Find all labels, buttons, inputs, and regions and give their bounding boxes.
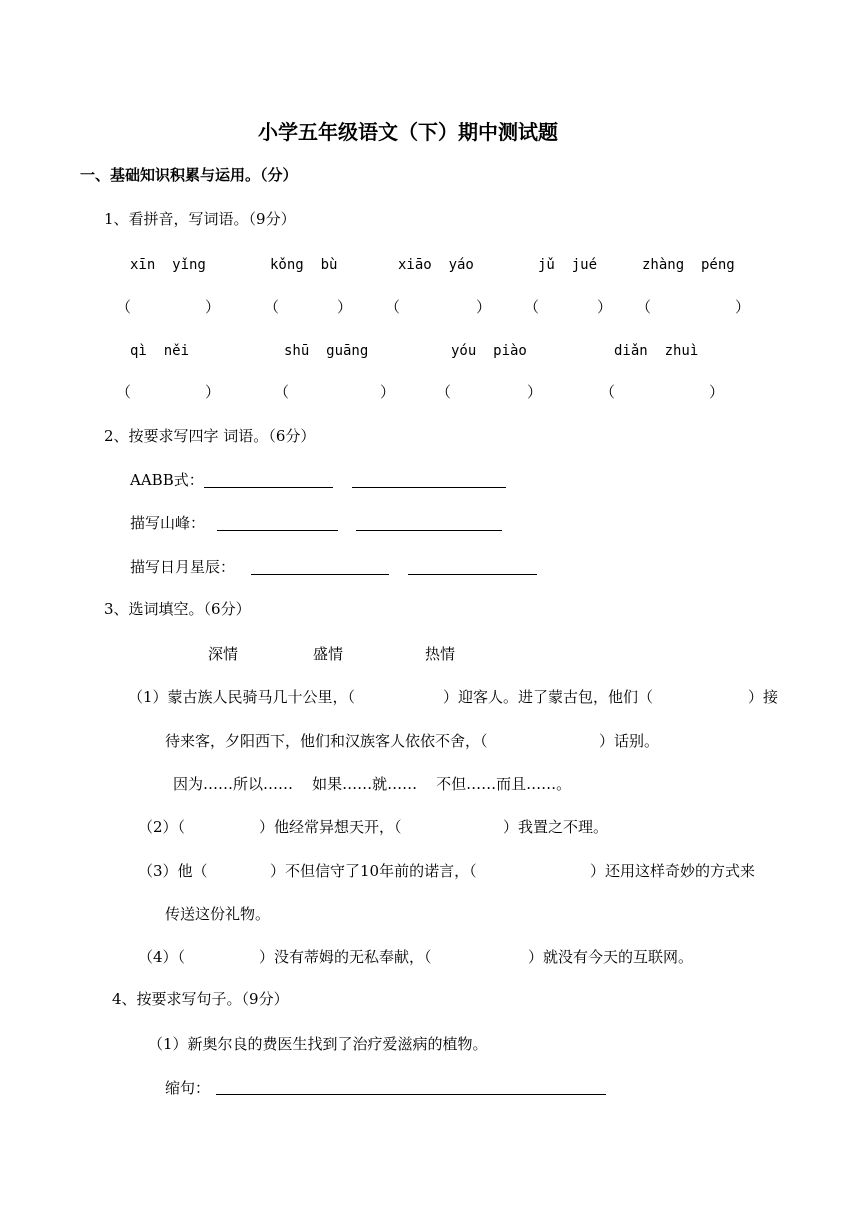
answer-blank[interactable] <box>352 487 506 488</box>
question-3-heading: 3、选词填空。（6分） <box>104 600 251 618</box>
word-choice: 盛情 <box>313 645 344 663</box>
fill-label: 描写日月星辰： <box>130 558 236 576</box>
sentence-text: ）不但信守了10年前的诺言，（ <box>270 862 477 880</box>
sentence-text: ）迎客人。进了蒙古包，他们（ <box>443 688 654 706</box>
sentence-text: ）他经常异想天开，（ <box>259 818 402 836</box>
fill-label: 缩句： <box>165 1079 211 1097</box>
pinyin-item: xiāo yáo <box>398 257 474 273</box>
answer-paren-open: （ <box>385 298 401 316</box>
answer-paren-open: （ <box>116 298 132 316</box>
sentence-text: 传送这份礼物。 <box>165 905 271 923</box>
sentence-text: ）话别。 <box>599 732 660 750</box>
answer-paren-close: ） <box>476 298 492 316</box>
answer-paren-open: （ <box>636 298 652 316</box>
question-2-heading: 2、按要求写四字 词语。（6分） <box>104 427 316 445</box>
sentence-text: ）没有蒂姆的无私奉献，（ <box>259 948 432 966</box>
answer-blank[interactable] <box>251 574 389 575</box>
pinyin-item: yóu piào <box>451 343 527 359</box>
word-choice: 热情 <box>425 645 456 663</box>
sentence-text: （2）（ <box>138 818 186 836</box>
pinyin-item: qì něi <box>130 343 190 359</box>
answer-blank[interactable] <box>356 530 502 531</box>
answer-blank[interactable] <box>217 530 338 531</box>
sentence-text: ）就没有今天的互联网。 <box>528 948 694 966</box>
answer-paren-close: ） <box>527 383 543 401</box>
fill-label: AABB式： <box>130 471 204 489</box>
pinyin-item: diǎn zhuì <box>614 343 699 359</box>
answer-paren-open: （ <box>524 298 540 316</box>
answer-paren-close: ） <box>337 298 353 316</box>
word-choice: 深情 <box>208 645 239 663</box>
page-title: 小学五年级语文（下）期中测试题 <box>258 120 558 144</box>
answer-paren-open: （ <box>116 383 132 401</box>
answer-paren-close: ） <box>205 298 221 316</box>
pinyin-item: xīn yǐng <box>130 257 206 273</box>
pinyin-item: kǒng bù <box>270 257 338 273</box>
question-4-heading: 4、按要求写句子。（9分） <box>112 990 289 1008</box>
answer-paren-close: ） <box>735 298 751 316</box>
sentence-text: （4）（ <box>138 948 186 966</box>
answer-paren-open: （ <box>264 298 280 316</box>
sentence-text: （3）他（ <box>138 862 208 880</box>
sentence-text: ）还用这样奇妙的方式来 <box>590 862 756 880</box>
pinyin-item: shū guāng <box>284 343 369 359</box>
sentence-text: ）接 <box>748 688 779 706</box>
pinyin-item: jǔ jué <box>538 257 598 273</box>
sentence-text: （1）新奥尔良的费医生找到了治疗爱滋病的植物。 <box>148 1035 488 1053</box>
answer-paren-open: （ <box>600 383 616 401</box>
answer-paren-close: ） <box>205 383 221 401</box>
answer-paren-close: ） <box>597 298 613 316</box>
conjunction-choices: 因为……所以…… 如果……就…… 不但……而且……。 <box>173 775 572 793</box>
sentence-text: ）我置之不理。 <box>503 818 609 836</box>
sentence-text: （1）蒙古族人民骑马几十公里，（ <box>128 688 356 706</box>
answer-paren-close: ） <box>709 383 725 401</box>
question-1-heading: 1、看拼音，写词语。（9分） <box>104 210 296 228</box>
answer-blank[interactable] <box>216 1094 606 1095</box>
sentence-text: 待来客，夕阳西下，他们和汉族客人依依不舍，（ <box>165 732 488 750</box>
answer-paren-open: （ <box>274 383 290 401</box>
section-heading: 一、基础知识积累与运用。（分） <box>80 166 298 184</box>
pinyin-item: zhàng péng <box>642 257 735 273</box>
answer-paren-close: ） <box>380 383 396 401</box>
answer-paren-open: （ <box>436 383 452 401</box>
answer-blank[interactable] <box>408 574 537 575</box>
answer-blank[interactable] <box>204 487 333 488</box>
fill-label: 描写山峰： <box>130 514 206 532</box>
